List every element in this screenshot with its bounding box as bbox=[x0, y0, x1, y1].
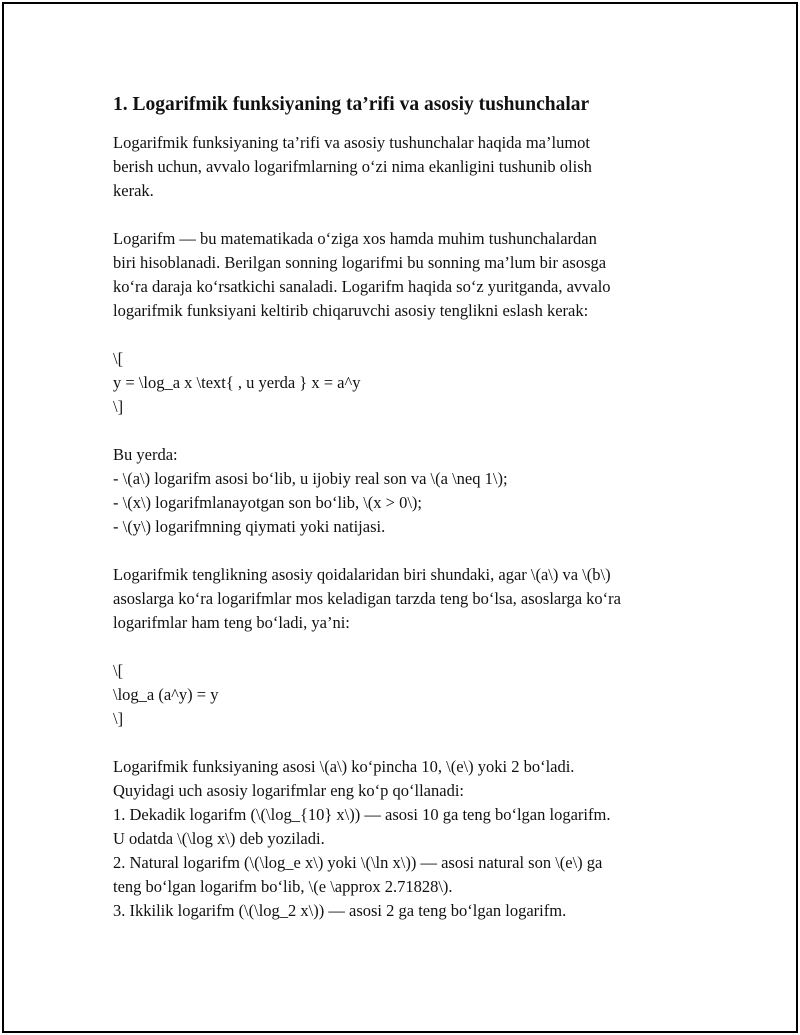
document-page bbox=[113, 92, 693, 923]
blank-line bbox=[113, 731, 693, 755]
section-heading: 1. Logarifmik funksiyaning ta’rifi va asosiy tushunchalar bbox=[113, 94, 590, 115]
text-line: Logarifmik tenglikning asosiy qoidalaridan biri shundaki, agar \(a\) va \(b\) bbox=[113, 565, 611, 584]
text-line: \] bbox=[113, 709, 124, 728]
blank-line bbox=[113, 323, 693, 347]
text-line: Bu yerda: bbox=[113, 445, 178, 464]
text-line: berish uchun, avvalo logarifmlarning o‘zi nima ekanligini tushunib olish bbox=[113, 157, 592, 176]
text-line: kerak. bbox=[113, 181, 154, 200]
text-line: \[ bbox=[113, 661, 124, 680]
text-line: logarifmik funksiyani keltirib chiqaruvchi asosiy tenglikni eslash kerak: bbox=[113, 301, 589, 320]
text-line: 2. Natural logarifm (\(\log_e x\) yoki \(\ln x\)) — asosi natural son \(e\) ga bbox=[113, 853, 603, 872]
text-line: 3. Ikkilik logarifm (\(\log_2 x\)) — asosi 2 ga teng bo‘lgan logarifm. bbox=[113, 901, 567, 920]
text-line: \[ bbox=[113, 349, 124, 368]
text-line: 1. Dekadik logarifm (\(\log_{10} x\)) — asosi 10 ga teng bo‘lgan logarifm. bbox=[113, 805, 611, 824]
text-line: teng bo‘lgan logarifm bo‘lib, \(e \approx 2.71828\). bbox=[113, 877, 453, 896]
text-line: Logarifm — bu matematikada o‘ziga xos hamda muhim tushunchalardan bbox=[113, 229, 597, 248]
text-line: \] bbox=[113, 397, 124, 416]
text-line: - \(y\) logarifmning qiymati yoki natijasi. bbox=[113, 517, 386, 536]
blank-line bbox=[113, 203, 693, 227]
blank-line bbox=[113, 539, 693, 563]
document-body bbox=[113, 131, 693, 923]
text-line: asoslarga ko‘ra logarifmlar mos keladigan tarzda teng bo‘lsa, asoslarga ko‘ra bbox=[113, 589, 621, 608]
text-line: biri hisoblanadi. Berilgan sonning logarifmi bu sonning ma’lum bir asosga bbox=[113, 253, 607, 272]
text-line: U odatda \(\log x\) deb yoziladi. bbox=[113, 829, 325, 848]
text-line: - \(x\) logarifmlanayotgan son bo‘lib, \(x > 0\); bbox=[113, 493, 422, 512]
text-line: y = \log_a x \text{ , u yerda } x = a^y bbox=[113, 373, 361, 392]
text-line: \log_a (a^y) = y bbox=[113, 685, 219, 704]
blank-line bbox=[113, 419, 693, 443]
text-line: - \(a\) logarifm asosi bo‘lib, u ijobiy real son va \(a \neq 1\); bbox=[113, 469, 508, 488]
text-line: ko‘ra daraja ko‘rsatkichi sanaladi. Logarifm haqida so‘z yuritganda, avvalo bbox=[113, 277, 611, 296]
blank-line bbox=[113, 635, 693, 659]
text-line: Logarifmik funksiyaning ta’rifi va asosiy tushunchalar haqida ma’lumot bbox=[113, 133, 591, 152]
text-line: Quyidagi uch asosiy logarifmlar eng ko‘p qo‘llanadi: bbox=[113, 781, 464, 800]
text-line: Logarifmik funksiyaning asosi \(a\) ko‘pincha 10, \(e\) yoki 2 bo‘ladi. bbox=[113, 757, 575, 776]
text-line: logarifmlar ham teng bo‘ladi, ya’ni: bbox=[113, 613, 350, 632]
